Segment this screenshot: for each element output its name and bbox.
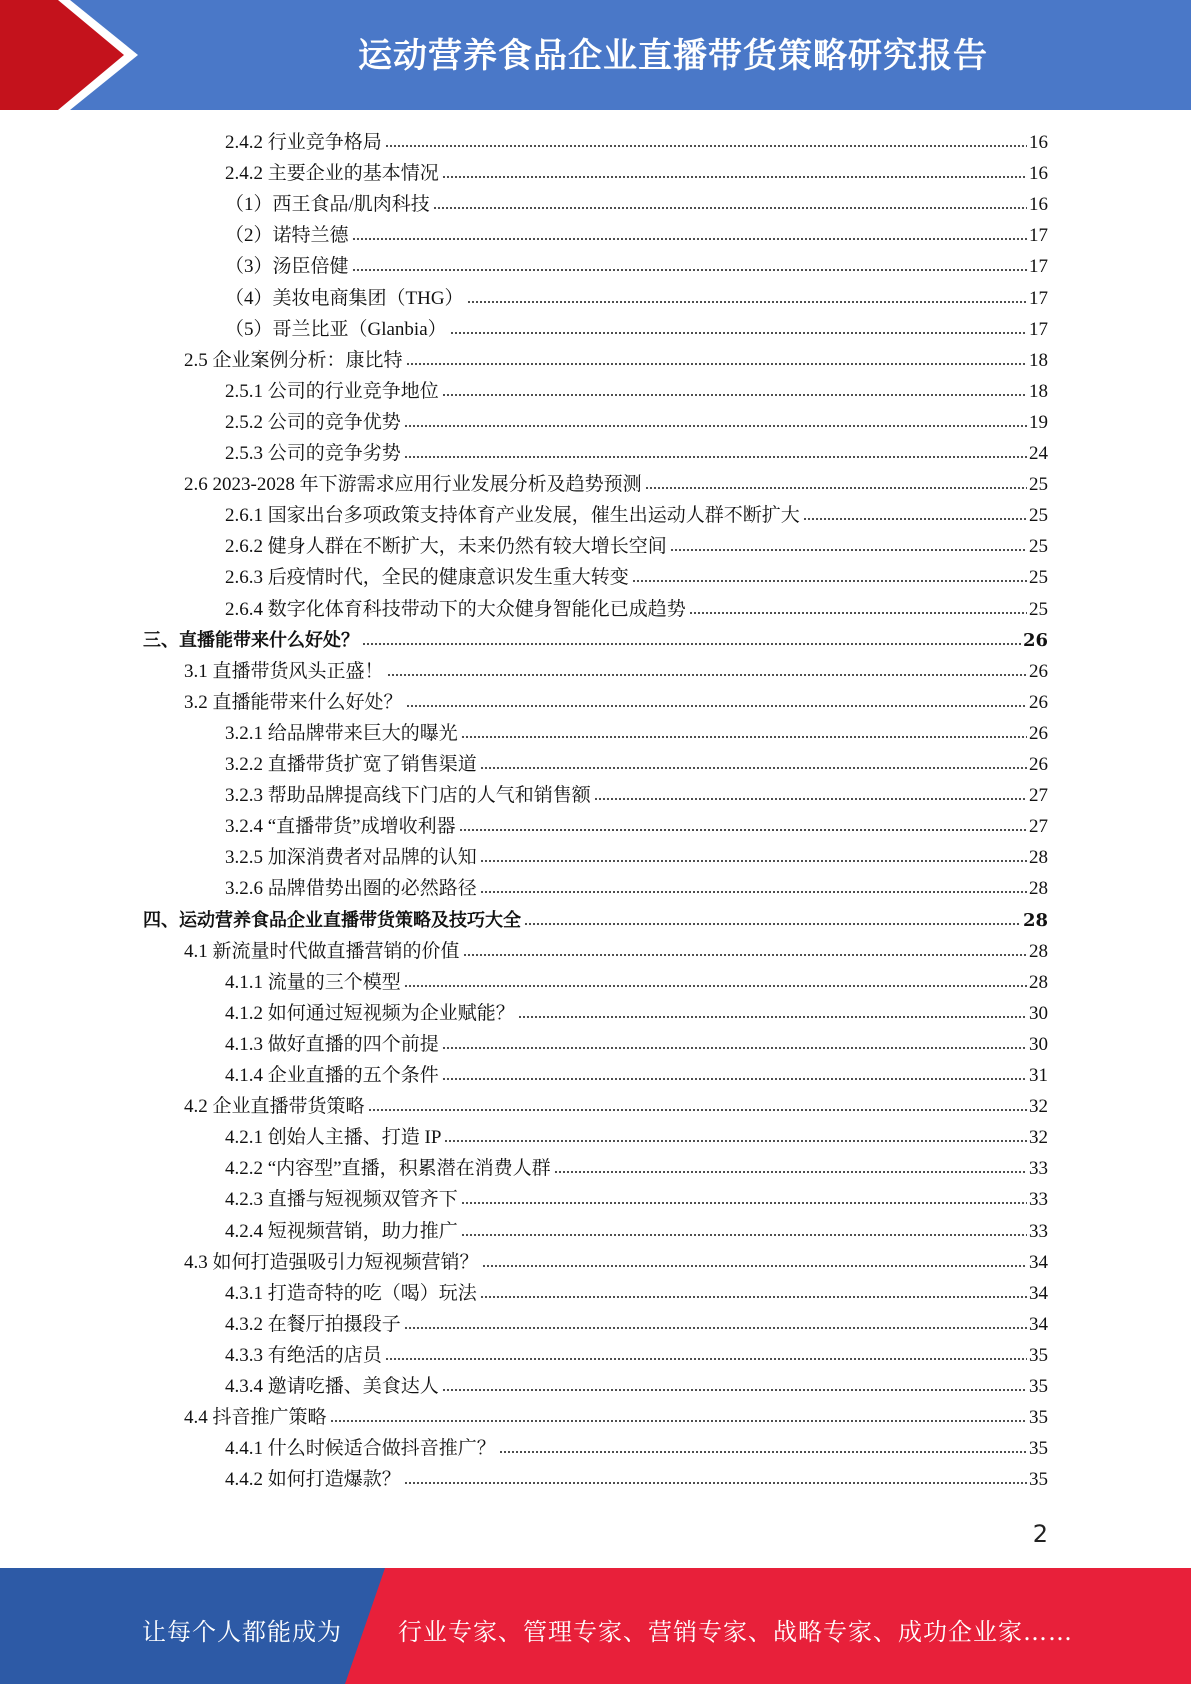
toc-entry-page: 19 xyxy=(1029,411,1048,433)
toc-entry-page: 26 xyxy=(1022,629,1048,651)
toc-entry[interactable] xyxy=(225,220,1048,251)
toc-entry-title: 3.2.1 给品牌带来巨大的曝光 xyxy=(225,722,458,744)
toc-dot-leader xyxy=(480,886,1027,894)
toc-dot-leader xyxy=(463,949,1027,957)
report-title: 运动营养食品企业直播带货策略研究报告 xyxy=(358,36,988,76)
toc-dot-leader xyxy=(368,1104,1027,1112)
toc-entry-title: （2）诺特兰德 xyxy=(225,225,349,247)
toc-entry-page: 16 xyxy=(1029,194,1048,216)
toc-dot-leader xyxy=(632,575,1027,583)
toc-entry[interactable] xyxy=(225,1122,1048,1153)
toc-entry[interactable] xyxy=(184,936,1048,967)
toc-entry-title: 4.1 新流量时代做直播营销的价值 xyxy=(184,940,460,962)
toc-dot-leader xyxy=(442,1042,1027,1050)
toc-entry[interactable] xyxy=(225,189,1048,220)
toc-dot-leader xyxy=(387,669,1027,677)
toc-entry-title: 4.3.2 在餐厅拍摄段子 xyxy=(225,1313,401,1335)
toc-entry-title: 4.2.4 短视频营销，助力推广 xyxy=(225,1220,458,1242)
toc-dot-leader xyxy=(330,1415,1027,1423)
toc-dot-leader xyxy=(404,1477,1027,1485)
toc-dot-leader xyxy=(467,296,1027,304)
toc-dot-leader xyxy=(406,700,1027,708)
toc-entry[interactable] xyxy=(225,1464,1048,1495)
toc-entry-page: 35 xyxy=(1029,1469,1048,1491)
toc-entry[interactable] xyxy=(225,873,1048,904)
toc-entry-page: 28 xyxy=(1029,971,1048,993)
toc-dot-leader xyxy=(450,327,1027,335)
toc-entry[interactable] xyxy=(225,407,1048,438)
toc-entry[interactable] xyxy=(225,1309,1048,1340)
toc-entry-page: 35 xyxy=(1029,1438,1048,1460)
toc-entry[interactable] xyxy=(225,1371,1048,1402)
toc-entry[interactable] xyxy=(225,842,1048,873)
toc-entry-page: 35 xyxy=(1029,1407,1048,1429)
toc-dot-leader xyxy=(461,1229,1027,1237)
toc-entry-page: 26 xyxy=(1029,754,1048,775)
toc-entry-page: 30 xyxy=(1029,1002,1048,1024)
toc-entry[interactable] xyxy=(225,1184,1048,1215)
toc-entry[interactable] xyxy=(184,656,1048,687)
toc-entry[interactable] xyxy=(184,1247,1048,1278)
toc-entry-page: 32 xyxy=(1029,1127,1048,1149)
toc-dot-leader xyxy=(433,202,1027,210)
toc-dot-leader xyxy=(406,358,1027,366)
toc-entry-title: 2.5.1 公司的行业竞争地位 xyxy=(225,380,439,402)
toc-entry[interactable] xyxy=(225,749,1048,780)
toc-entry[interactable] xyxy=(225,1029,1048,1060)
toc-entry-page: 33 xyxy=(1029,1189,1048,1211)
toc-dot-leader xyxy=(404,980,1027,988)
toc-entry-title: 2.5.3 公司的竞争劣势 xyxy=(225,443,401,464)
toc-entry[interactable] xyxy=(225,780,1048,811)
toc-entry-page: 25 xyxy=(1029,474,1048,496)
toc-entry[interactable] xyxy=(184,1402,1048,1433)
toc-dot-leader xyxy=(554,1166,1027,1174)
toc-entry[interactable] xyxy=(225,251,1048,282)
toc-dot-leader xyxy=(594,793,1027,801)
toc-entry-title: 2.6.1 国家出台多项政策支持体育产业发展，催生出运动人群不断扩大 xyxy=(225,505,800,527)
page-number: 2 xyxy=(1032,1520,1048,1548)
toc-entry[interactable] xyxy=(184,469,1048,500)
toc-entry[interactable] xyxy=(225,562,1048,593)
toc-entry-page: 27 xyxy=(1029,785,1048,807)
toc-entry-page: 16 xyxy=(1029,163,1048,185)
page-header xyxy=(0,0,1191,110)
toc-entry-title: 3.2.2 直播带货扩宽了销售渠道 xyxy=(225,754,477,775)
toc-entry-title: 2.6 2023-2028 年下游需求应用行业发展分析及趋势预测 xyxy=(184,474,642,496)
toc-entry-title: 3.2.3 帮助品牌提高线下门店的人气和销售额 xyxy=(225,785,591,807)
toc-entry-page: 26 xyxy=(1029,691,1048,713)
toc-entry-page: 33 xyxy=(1029,1158,1048,1180)
toc-entry-title: （5）哥兰比亚（Glanbia） xyxy=(225,318,447,340)
toc-entry-title: （4）美妆电商集团（THG） xyxy=(225,287,464,309)
toc-entry-title: 4.1.4 企业直播的五个条件 xyxy=(225,1065,439,1086)
toc-entry-page: 28 xyxy=(1022,909,1048,931)
toc-dot-leader xyxy=(385,1353,1027,1361)
toc-entry-page: 16 xyxy=(1029,132,1048,153)
toc-entry-title: 4.3.4 邀请吃播、美食达人 xyxy=(225,1376,439,1397)
toc-entry[interactable] xyxy=(225,594,1048,625)
toc-dot-leader xyxy=(480,762,1027,770)
footer-slogan-right: 行业专家、管理专家、营销专家、战略专家、成功企业家…… xyxy=(398,1618,1073,1646)
toc-entry[interactable] xyxy=(225,811,1048,842)
toc-entry[interactable] xyxy=(143,905,1048,936)
toc-entry-page: 28 xyxy=(1029,940,1048,962)
toc-entry-title: 4.2.3 直播与短视频双管齐下 xyxy=(225,1189,458,1211)
toc-entry-title: 4.2 企业直播带货策略 xyxy=(184,1096,365,1118)
toc-entry-page: 25 xyxy=(1029,567,1048,589)
toc-dot-leader xyxy=(499,1446,1027,1454)
toc-dot-leader xyxy=(670,544,1027,552)
toc-entry-title: 2.6.4 数字化体育科技带动下的大众健身智能化已成趋势 xyxy=(225,598,686,620)
toc-entry-page: 27 xyxy=(1029,816,1048,838)
toc-dot-leader xyxy=(518,1011,1027,1019)
toc-entry[interactable] xyxy=(143,625,1048,656)
toc-entry-title: 2.6.2 健身人群在不断扩大，未来仍然有较大增长空间 xyxy=(225,536,667,558)
toc-entry[interactable] xyxy=(225,1340,1048,1371)
toc-entry-title: 3.2.5 加深消费者对品牌的认知 xyxy=(225,847,477,869)
toc-dot-leader xyxy=(480,1291,1027,1299)
toc-entry-page: 31 xyxy=(1029,1065,1048,1086)
toc-dot-leader xyxy=(404,420,1027,428)
toc-dot-leader xyxy=(480,855,1027,863)
toc-entry-page: 34 xyxy=(1029,1282,1048,1304)
toc-entry-title: 4.4.1 什么时候适合做抖音推广？ xyxy=(225,1438,496,1460)
toc-dot-leader xyxy=(461,1197,1027,1205)
toc-entry-page: 33 xyxy=(1029,1220,1048,1242)
toc-dot-leader xyxy=(482,1260,1027,1268)
toc-entry-title: 4.3.1 打造奇特的吃（喝）玩法 xyxy=(225,1282,477,1304)
toc-entry[interactable] xyxy=(225,718,1048,749)
toc-entry[interactable] xyxy=(225,314,1048,345)
toc-entry[interactable] xyxy=(225,998,1048,1029)
toc-entry-title: （1）西王食品/肌肉科技 xyxy=(225,194,430,216)
toc-entry-title: （3）汤臣倍健 xyxy=(225,256,349,278)
toc-dot-leader xyxy=(442,1073,1027,1081)
toc-entry[interactable] xyxy=(225,1153,1048,1184)
toc-entry-title: 4.1.3 做好直播的四个前提 xyxy=(225,1033,439,1055)
toc-entry[interactable] xyxy=(225,500,1048,531)
toc-entry-page: 35 xyxy=(1029,1344,1048,1366)
toc-entry[interactable] xyxy=(225,1278,1048,1309)
toc-entry-page: 30 xyxy=(1029,1033,1048,1055)
toc-entry[interactable] xyxy=(184,687,1048,718)
toc-entry[interactable] xyxy=(225,127,1048,158)
toc-entry-title: 2.4.2 主要企业的基本情况 xyxy=(225,163,439,185)
toc-entry-page: 26 xyxy=(1029,722,1048,744)
toc-entry-page: 34 xyxy=(1029,1251,1048,1273)
toc-entry-title: 4.1.2 如何通过短视频为企业赋能？ xyxy=(225,1002,515,1024)
page-footer xyxy=(0,1568,1191,1684)
toc-dot-leader xyxy=(385,140,1027,148)
toc-dot-leader xyxy=(362,638,1021,646)
toc-dot-leader xyxy=(803,513,1027,521)
toc-entry-title: 4.2.1 创始人主播、打造 IP xyxy=(225,1127,442,1149)
toc-dot-leader xyxy=(442,1384,1027,1392)
toc-dot-leader xyxy=(645,482,1027,490)
toc-entry-page: 17 xyxy=(1029,318,1048,340)
toc-entry[interactable] xyxy=(184,345,1048,376)
toc-entry-page: 35 xyxy=(1029,1376,1048,1397)
toc-entry-title: 4.4 抖音推广策略 xyxy=(184,1407,327,1429)
toc-dot-leader xyxy=(461,731,1027,739)
toc-entry-title: 4.1.1 流量的三个模型 xyxy=(225,971,401,993)
toc-entry-title: 3.1 直播带货风头正盛！ xyxy=(184,660,384,682)
toc-entry-page: 26 xyxy=(1029,660,1048,682)
toc-entry-title: 4.3 如何打造强吸引力短视频营销？ xyxy=(184,1251,479,1273)
toc-entry[interactable] xyxy=(225,967,1048,998)
toc-entry-title: 3.2.6 品牌借势出圈的必然路径 xyxy=(225,878,477,900)
toc-entry[interactable] xyxy=(225,1216,1048,1247)
toc-entry-page: 24 xyxy=(1029,443,1048,464)
toc-dot-leader xyxy=(444,1135,1027,1143)
toc-entry-title: 4.4.2 如何打造爆款？ xyxy=(225,1469,401,1491)
toc-dot-leader xyxy=(404,451,1027,459)
toc-entry[interactable] xyxy=(225,1433,1048,1464)
toc-entry[interactable] xyxy=(225,158,1048,189)
toc-dot-leader xyxy=(442,389,1027,397)
toc-entry-page: 17 xyxy=(1029,256,1048,278)
toc-entry-page: 25 xyxy=(1029,598,1048,620)
toc-entry[interactable] xyxy=(184,1091,1048,1122)
toc-dot-leader xyxy=(459,824,1027,832)
toc-entry-page: 18 xyxy=(1029,349,1048,371)
footer-slogan-left: 让每个人都能成为 xyxy=(142,1618,342,1646)
toc-entry-page: 18 xyxy=(1029,380,1048,402)
toc-dot-leader xyxy=(524,918,1021,926)
toc-entry-page: 17 xyxy=(1029,225,1048,247)
toc-entry-title: 三、直播能带来什么好处？ xyxy=(143,629,359,651)
toc-entry[interactable] xyxy=(225,438,1048,469)
toc-entry-title: 2.5 企业案例分析：康比特 xyxy=(184,349,403,371)
toc-dot-leader xyxy=(404,1322,1027,1330)
toc-entry-title: 3.2 直播能带来什么好处？ xyxy=(184,691,403,713)
toc-entry-page: 28 xyxy=(1029,847,1048,869)
toc-entry-page: 17 xyxy=(1029,287,1048,309)
toc-entry-title: 2.5.2 公司的竞争优势 xyxy=(225,411,401,433)
toc-entry-page: 28 xyxy=(1029,878,1048,900)
toc-entry-title: 四、运动营养食品企业直播带货策略及技巧大全 xyxy=(143,909,521,931)
toc-entry-title: 2.6.3 后疫情时代，全民的健康意识发生重大转变 xyxy=(225,567,629,589)
toc-entry-page: 32 xyxy=(1029,1096,1048,1118)
toc-entry-page: 34 xyxy=(1029,1313,1048,1335)
toc-entry-page: 25 xyxy=(1029,536,1048,558)
toc-dot-leader xyxy=(442,171,1027,179)
toc-entry-title: 4.2.2 “内容型”直播，积累潜在消费人群 xyxy=(225,1158,551,1180)
toc-dot-leader xyxy=(352,233,1027,241)
toc-entry[interactable] xyxy=(225,531,1048,562)
toc-entry-title: 4.3.3 有绝活的店员 xyxy=(225,1344,382,1366)
toc-entry[interactable] xyxy=(225,283,1048,314)
toc-entry[interactable] xyxy=(225,1060,1048,1091)
toc-dot-leader xyxy=(352,264,1027,272)
toc-entry-page: 25 xyxy=(1029,505,1048,527)
toc-entry-title: 2.4.2 行业竞争格局 xyxy=(225,132,382,153)
toc-entry[interactable] xyxy=(225,376,1048,407)
toc-dot-leader xyxy=(689,607,1027,615)
toc-entry-title: 3.2.4 “直播带货”成增收利器 xyxy=(225,816,456,838)
